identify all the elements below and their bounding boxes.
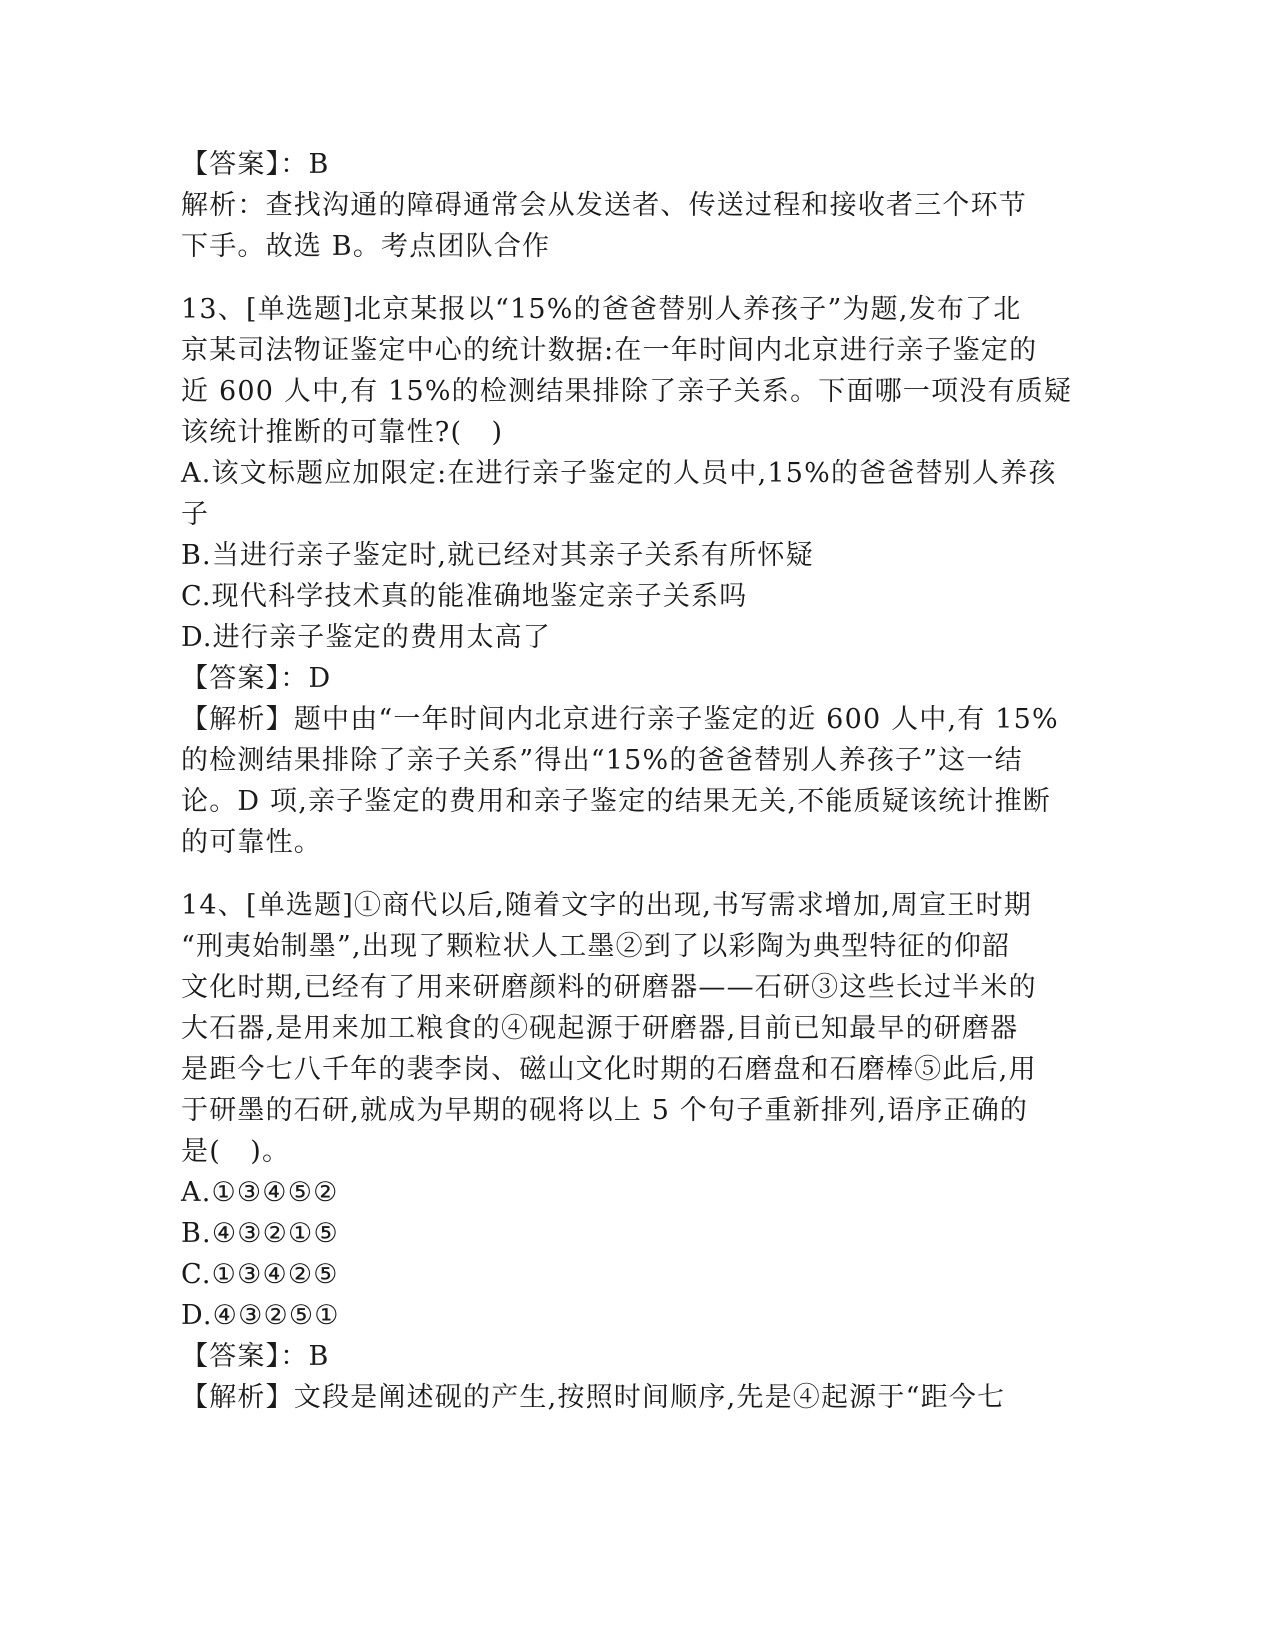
question-stem-line: 是距今七八千年的裴李岗、磁山文化时期的石磨盘和石磨棒⑤此后,用	[181, 1054, 1037, 1085]
analysis-line: 【解析】题中由“一年时间内北京进行亲子鉴定的近 600 人中,有 15%	[181, 704, 1059, 735]
analysis-line: 解析：查找沟通的障碍通常会从发送者、传送过程和接收者三个环节	[181, 190, 1027, 221]
answer-line: 【答案】：B	[181, 149, 330, 180]
option-d: D.进行亲子鉴定的费用太高了	[181, 622, 552, 653]
question-stem-line: “刑夷始制墨”,出现了颗粒状人工墨②到了以彩陶为典型特征的仰韶	[181, 931, 1011, 962]
option-d: D.④③②⑤①	[181, 1300, 340, 1331]
question-13	[181, 289, 1081, 863]
analysis-line: 下手。故选 B。考点团队合作	[181, 231, 551, 262]
answer-line: 【答案】：D	[181, 663, 332, 694]
option-a: A.①③④⑤②	[181, 1177, 339, 1208]
analysis-line: 的检测结果排除了亲子关系”得出“15%的爸爸替别人养孩子”这一结	[181, 745, 1023, 776]
option-a-continued: 子	[181, 499, 210, 530]
question-stem-line: 京某司法物证鉴定中心的统计数据:在一年时间内北京进行亲子鉴定的	[181, 335, 1038, 366]
question-stem-line: 近 600 人中,有 15%的检测结果排除了亲子关系。下面哪一项没有质疑	[181, 376, 1073, 407]
answer-line: 【答案】：B	[181, 1341, 330, 1372]
question-stem-line: 文化时期,已经有了用来研磨颜料的研磨器——石研③这些长过半米的	[181, 972, 1037, 1003]
question-stem-line: 14、[单选题]①商代以后,随着文字的出现,书写需求增加,周宣王时期	[181, 890, 1032, 921]
question-stem-line: 大石器,是用来加工粮食的④砚起源于研磨器,目前已知最早的研磨器	[181, 1013, 1019, 1044]
question-stem-line: 13、[单选题]北京某报以“15%的爸爸替别人养孩子”为题,发布了北	[181, 294, 1022, 325]
option-b: B.当进行亲子鉴定时,就已经对其亲子关系有所怀疑	[181, 540, 814, 571]
option-b: B.④③②①⑤	[181, 1218, 339, 1249]
question-stem-line: 该统计推断的可靠性?( )	[181, 417, 504, 448]
option-a: A.该文标题应加限定:在进行亲子鉴定的人员中,15%的爸爸替别人养孩	[181, 458, 1057, 489]
q12-tail	[181, 144, 1081, 267]
document-page	[181, 144, 1081, 1418]
option-c: C.现代科学技术真的能准确地鉴定亲子关系吗	[181, 581, 748, 612]
option-c: C.①③④②⑤	[181, 1259, 339, 1290]
analysis-line: 的可靠性。	[181, 827, 322, 858]
question-spacer	[181, 863, 1081, 885]
question-stem-line: 于研墨的石研,就成为早期的砚将以上 5 个句子重新排列,语序正确的	[181, 1095, 1029, 1126]
question-stem-line: 是( )。	[181, 1136, 291, 1167]
analysis-line: 【解析】文段是阐述砚的产生,按照时间顺序,先是④起源于“距今七	[181, 1382, 1006, 1413]
analysis-line: 论。D 项,亲子鉴定的费用和亲子鉴定的结果无关,不能质疑该统计推断	[181, 786, 1051, 817]
question-spacer	[181, 267, 1081, 289]
question-14	[181, 885, 1081, 1418]
